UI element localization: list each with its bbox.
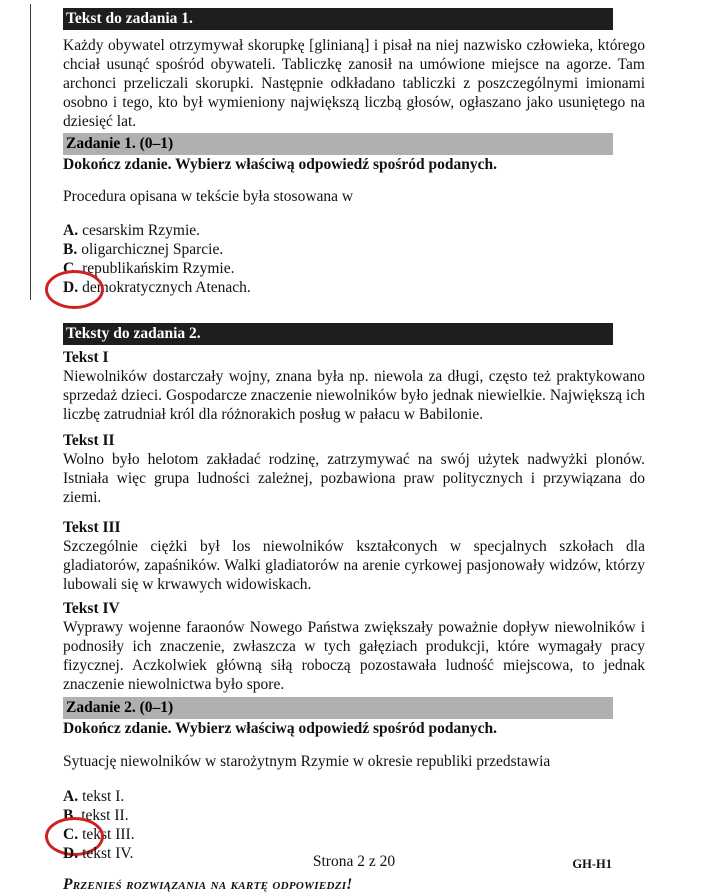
task1-option-c <box>63 259 645 278</box>
text-4-label: Tekst IV <box>63 600 120 617</box>
text-1-body: Niewolników dostarczały wojny, znana była np. niewola za długi, często też praktykowano sprzedaż dzieci. Gospodarcze znaczenie niewolników było jednak niewielkie. Największą ich liczbę zatrudniał król dla różnorakich posług w pałacu w Babilonie. <box>63 368 645 423</box>
option-text: oligarchicznej Sparcie. <box>81 241 224 258</box>
page-number: Strona 2 z 20 <box>312 853 396 870</box>
task2-option-c <box>63 825 645 844</box>
task2-instruction: Dokończ zdanie. Wybierz właściwą odpowiedź spośród podanych. <box>63 720 498 737</box>
option-letter: D. <box>63 845 79 862</box>
source-text-1-body: Każdy obywatel otrzymywał skorupkę [glinianą] i pisał na niej nazwisko człowieka, którego chciał usunąć spośród obywateli. Tabliczkę zanosił na umówione miejsce na agorze. Tam archonci przeliczali skorupki. Następnie odkładano tabliczki z poszczególnymi imionami osobno i tego, kto był wymieniony największą liczbą głosów, ogłaszano jako usuniętego na dziesięć lat. <box>63 37 645 130</box>
task1-stem: Procedura opisana w tekście była stosowana w <box>63 188 354 205</box>
option-text: tekst I. <box>82 788 125 805</box>
option-text: cesarskim Rzymie. <box>82 222 201 239</box>
task1-option-a <box>63 221 645 240</box>
task1-option-d <box>63 278 645 297</box>
source-text-1-header: Tekst do zadania 1. <box>63 8 613 30</box>
text-3-body: Szczególnie ciężki był los niewolników kształconych w specjalnych szkołach dla gladiatorów, zapaśników. Walki gladiatorów na arenie cyrkowej pasjonowały widzów, którzy lubowali się w krwawych widowiskach. <box>63 538 645 593</box>
booklet-code: GH-H1 <box>572 857 612 871</box>
option-letter: B. <box>63 807 78 824</box>
task2-stem: Sytuację niewolników w starożytnym Rzymie w okresie republiki przedstawia <box>63 753 551 770</box>
scan-edge-line <box>30 4 31 300</box>
task1-instruction: Dokończ zdanie. Wybierz właściwą odpowiedź spośród podanych. <box>63 156 498 173</box>
text-1-label: Tekst I <box>63 349 109 366</box>
option-text: republikańskim Rzymie. <box>82 260 235 277</box>
transfer-answers-note: Przenieś rozwiązania na kartę odpowiedzi! <box>63 876 353 893</box>
option-text: tekst IV. <box>82 845 134 862</box>
task2-option-b <box>63 806 645 825</box>
text-2-body: Wolno było helotom zakładać rodzinę, zatrzymywać na swój użytek nadwyżki plonów. Istniała więc grupa ludności zależnej, pozbawiona praw politycznych i przywiązana do ziemi. <box>63 451 645 506</box>
task1-option-b <box>63 240 645 259</box>
option-text: demokratycznych Atenach. <box>82 279 251 296</box>
option-text: tekst II. <box>81 807 129 824</box>
text-4-body: Wyprawy wojenne faraonów Nowego Państwa zwiększały poważnie dopływ niewolników i podnosiły ich znaczenie, zwłaszcza w tych gałęziach produkcji, które wymagały pracy fizycznej. Aczkolwiek główną siłą roboczą pozostawała ludność miejscowa, to jednak znaczenie niewolnictwa było spore. <box>63 619 645 693</box>
option-letter: C. <box>63 260 79 277</box>
option-letter: C. <box>63 826 79 843</box>
task2-header: Zadanie 2. (0–1) <box>63 697 613 719</box>
option-letter: B. <box>63 241 78 258</box>
text-3-label: Tekst III <box>63 519 121 536</box>
source-texts-2-header: Teksty do zadania 2. <box>63 323 613 345</box>
option-letter: A. <box>63 788 79 805</box>
option-letter: D. <box>63 279 79 296</box>
task1-header: Zadanie 1. (0–1) <box>63 133 613 155</box>
option-text: tekst III. <box>82 826 135 843</box>
text-2-label: Tekst II <box>63 432 115 449</box>
task2-option-a <box>63 787 645 806</box>
option-letter: A. <box>63 222 79 239</box>
